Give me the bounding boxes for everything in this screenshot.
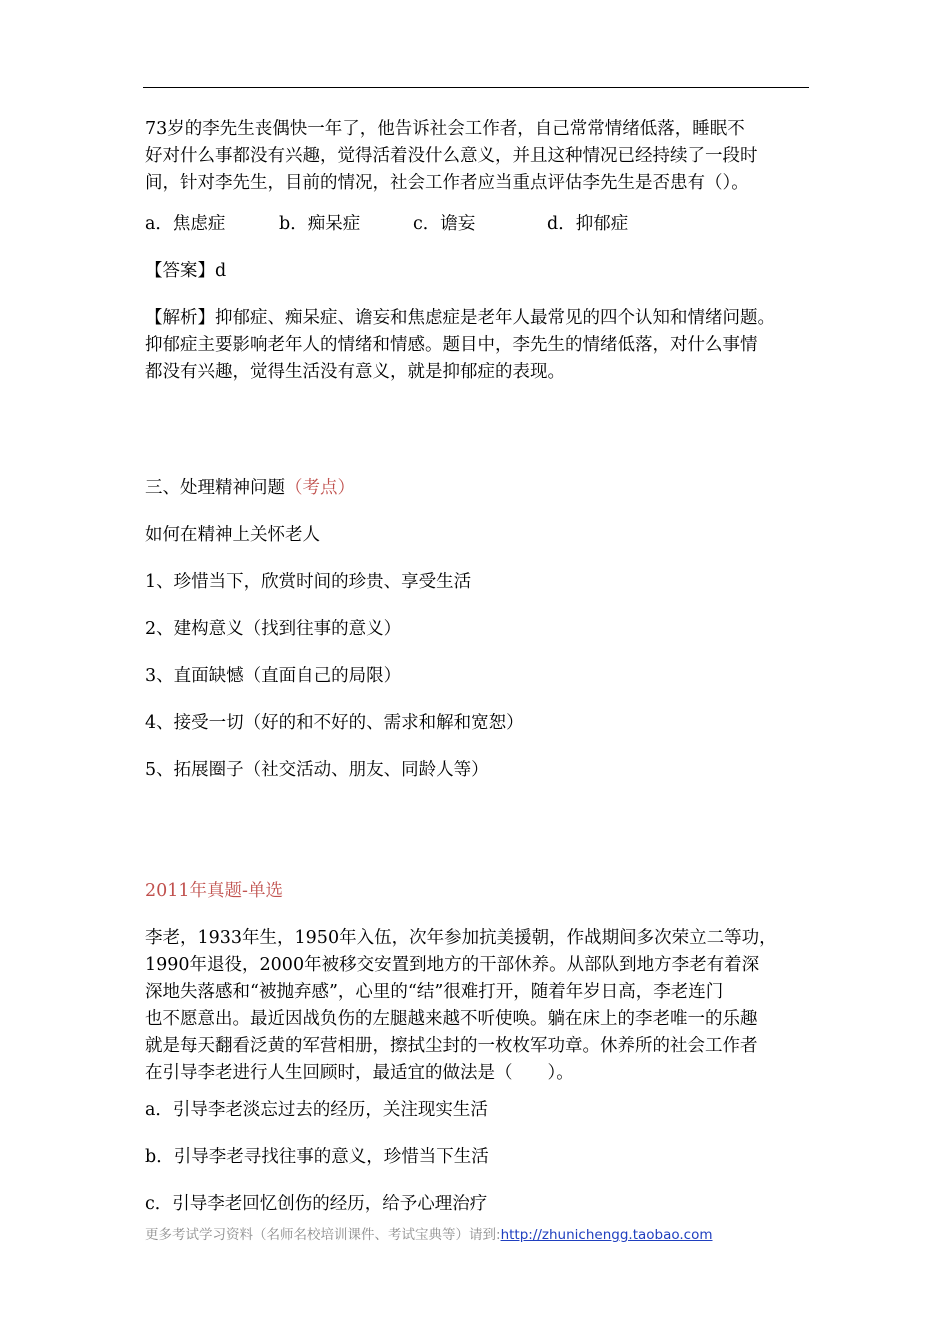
text-line: 间，针对李先生，目前的情况，社会工作者应当重点评估李先生是否患有（）。 — [145, 173, 749, 193]
option-c: c．谵妄 — [413, 214, 476, 234]
text-line: 1990年退役，2000年被移交安置到地方的干部休养。从部队到地方李老有着深 — [145, 955, 760, 975]
list-item: 4、接受一切（好的和不好的、需求和解和宽恕） — [145, 713, 524, 733]
text-line: 73岁的李先生丧偶快一年了，他告诉社会工作者，自己常常情绪低落，睡眠不 — [145, 119, 745, 139]
text-line: 李老，1933年生，1950年入伍，次年参加抗美援朝，作战期间多次荣立二等功， — [145, 928, 777, 948]
question-2-option-a: a．引导李老淡忘过去的经历，关注现实生活 — [145, 1100, 488, 1120]
footer-link[interactable]: http://zhunichengg.taobao.com — [500, 1227, 713, 1243]
question-1-options — [145, 211, 628, 238]
section-subtitle: 如何在精神上关怀老人 — [145, 525, 320, 545]
footer — [145, 1226, 713, 1244]
section-heading — [145, 475, 355, 502]
text-line: 好对什么事都没有兴趣，觉得活着没什么意义，并且这种情况已经持续了一段时 — [145, 146, 758, 166]
question-2-option-c: c．引导李老回忆创伤的经历，给予心理治疗 — [145, 1194, 488, 1214]
section-tag: （考点） — [285, 478, 355, 498]
section-title: 三、处理精神问题 — [145, 478, 285, 498]
text-line: 抑郁症主要影响老年人的情绪和情感。题目中，李先生的情绪低落，对什么事情 — [145, 335, 758, 355]
question-1-analysis — [145, 305, 775, 386]
question-1-text — [145, 116, 758, 197]
text-line: 都没有兴趣，觉得生活没有意义，就是抑郁症的表现。 — [145, 362, 565, 382]
question-1-answer: 【答案】d — [145, 261, 227, 281]
list-item: 1、珍惜当下，欣赏时间的珍贵、享受生活 — [145, 572, 472, 592]
question-2-heading: 2011年真题-单选 — [145, 881, 283, 901]
option-b: b．痴呆症 — [279, 214, 361, 234]
option-a: a．焦虑症 — [145, 214, 226, 234]
list-item: 2、建构意义（找到往事的意义） — [145, 619, 402, 639]
list-item: 3、直面缺憾（直面自己的局限） — [145, 666, 402, 686]
text-line: 就是每天翻看泛黄的军营相册，擦拭尘封的一枚枚军功章。休养所的社会工作者 — [145, 1036, 758, 1056]
question-2-option-b: b．引导李老寻找往事的意义，珍惜当下生活 — [145, 1147, 489, 1167]
text-line: 【解析】抑郁症、痴呆症、谵妄和焦虑症是老年人最常见的四个认知和情绪问题。 — [145, 308, 775, 328]
text-line: 在引导李老进行人生回顾时，最适宜的做法是（ ）。 — [145, 1063, 574, 1083]
question-2-text — [145, 925, 777, 1087]
list-item: 5、拓展圈子（社交活动、朋友、同龄人等） — [145, 760, 489, 780]
header-rule — [143, 87, 809, 88]
option-d: d．抑郁症 — [547, 214, 629, 234]
footer-text: 更多考试学习资料（名师名校培训课件、考试宝典等）请到: — [145, 1227, 501, 1243]
text-line: 也不愿意出。最近因战负伤的左腿越来越不听使唤。躺在床上的李老唯一的乐趣 — [145, 1009, 758, 1029]
text-line: 深地失落感和“被抛弃感”，心里的“结”很难打开，随着年岁日高，李老连门 — [145, 982, 724, 1002]
